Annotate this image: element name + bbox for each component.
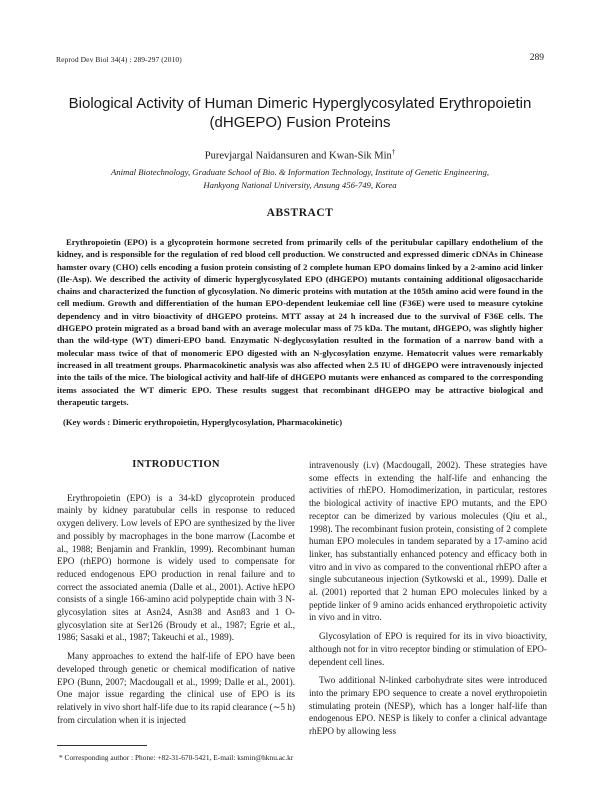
intro-paragraph-3: intravenously (i.v) (Macdougall, 2002). These strategies have some effects in extending the half-life and enhancing the activities of rhEPO. Homodimerization, in particular, restores the biological activity of inactive EPO mutants, and the EPO receptor can be dimerized by various molecules (Qiu et al., 1998). The recombinant fusion protein, consisting of 2 complete human EPO molecules in tandem separated by a 17-amino acid linker, has substantially enhanced potency and efficacy both in vitro and in vivo as compared to the conventional rhEPO after a single subcutaneous injection (Sytkowski et al., 1999). Dalle et al. (2001) reported that 2 human EPO molecules linked by a peptide linker of 9 amino acids enhanced erythropoietic activity in vivo and in vitro. [309, 460, 547, 623]
title-line-2: (dHGEPO) Fusion Proteins [209, 114, 391, 131]
author-line [0, 148, 600, 162]
keywords: (Key words : Dimeric erythropoietin, Hyperglycosylation, Pharmacokinetic) [63, 417, 343, 427]
affiliation-line-1: Animal Biotechnology, Graduate School of Bio. & Information Technology, Institute of Genetic Engineering, [110, 167, 489, 177]
corresponding-mark: † [391, 148, 396, 156]
author-names: Purevjargal Naidansuren and Kwan-Sik Min [204, 150, 392, 162]
affiliation [40, 166, 560, 192]
affiliation-line-2: Hankyong National University, Ansung 456-749, Korea [203, 180, 397, 190]
intro-paragraph-5: Two additional N-linked carbohydrate sites were introduced into the primary EPO sequence to create a novel erythropoietin stimulating protein (NESP), which has a longer half-life than endogenous EPO. NESP is likely to confer a clinical advantage rhEPO by allowing less [309, 675, 547, 737]
article-title [40, 94, 560, 132]
page-number: 289 [529, 53, 544, 63]
left-column [57, 455, 295, 726]
intro-paragraph-1: Erythropoietin (EPO) is a 34-kD glycoprotein produced mainly by kidney paratubular cells in response to reduced oxygen delivery. Low levels of EPO are synthesized by the liver and possibly by macrophages in the bone marrow (Lacombe et al., 1988; Benjamin and Franklin, 1999). Recombinant human EPO (rhEPO) hormone is widely used to compensate for reduced endogenous EPO production in renal failure and to correct the associated anemia (Dalle et al., 2001). Active hEPO consists of a single 166-amino acid polypeptide chain with 3 N-glycosylation sites at Asn24, Asn38 and Asn83 and 1 O-glycosylation site at Ser126 (Broudy et al., 1987; Egrie et al., 1986; Sasaki et al., 1987; Takeuchi et al., 1989). [57, 492, 295, 643]
abstract-heading: ABSTRACT [266, 207, 334, 219]
right-column [309, 459, 547, 738]
corresponding-author-footnote: * Corresponding author : Phone: +82-31-670-5421, E-mail: ksmin@hknu.ac.kr [59, 753, 294, 762]
introduction-heading: INTRODUCTION [132, 459, 220, 470]
intro-paragraph-4: Glycosylation of EPO is required for its in vivo bioactivity, although not for in vitro receptor binding or stimulation of EPO-dependent cell lines. [309, 631, 547, 667]
abstract-paragraph: Erythropoietin (EPO) is a glycoprotein hormone secreted from primarily cells of the peritubular capillary endothelium of the kidney, and is responsible for the regulation of red blood cell production. We constructed and expressed dimeric cDNAs in Chinease hamster ovary (CHO) cells encoding a fusion protein consisting of 2 complete human EPO domains linked by a 2-amino acid linker (Ile-Asp). We described the activity of dimeric hyperglycosylated EPO (dHGEPO) mutants containing additional oligosaccharide chains and characterized the function of glycosylation. No dimeric proteins with mutation at the 105th amino acid were found in the cell medium. Growth and differentiation of the human EPO-dependent leukemiae cell line (F36E) were used to measure cytokine dependency and in vitro bioactivity of dHGEPO proteins. MTT assay at 24 h increased due to the survival of F36E cells. The dHGEPO protein migrated as a broad band with an average molecular mass of 75 kDa. The mutant, dHGEPO, was slightly higher than the wild-type (WT) dimeri-EPO band. Enzymatic N-deglycosylation resulted in the formation of a narrow band with a molecular mass twice of that of monomeric EPO digested with an N-glycosylation enzyme. Hematocrit values were remarkably increased in all treatment groups. Pharmacokinetic analysis was also affected when 2.5 IU of dHGEPO were intravenously injected into the tails of the mice. The biological activity and half-life of dHGEPO mutants were enhanced as compared to the corresponding items associated the WT dimeric EPO. These results suggest that recombinant dHGEPO may be attractive biological and therapeutic targets. [57, 237, 543, 407]
footnote-divider [57, 745, 147, 746]
title-line-1: Biological Activity of Human Dimeric Hyperglycosylated Erythropoietin [68, 95, 532, 112]
intro-paragraph-2: Many approaches to extend the half-life of EPO have been developed through genetic or chemical modification of native EPO (Bunn, 2007; Macdougall et al., 1999; Dalle et al., 2001). One major issue regarding the clinical use of EPO is its relatively in vivo short half-life due to its rapid clearance (∼5 h) from circulation when it is injected [57, 651, 295, 725]
running-head: Reprod Dev Biol 34(4) : 289-297 (2010) [56, 55, 182, 64]
abstract-body [57, 236, 543, 408]
